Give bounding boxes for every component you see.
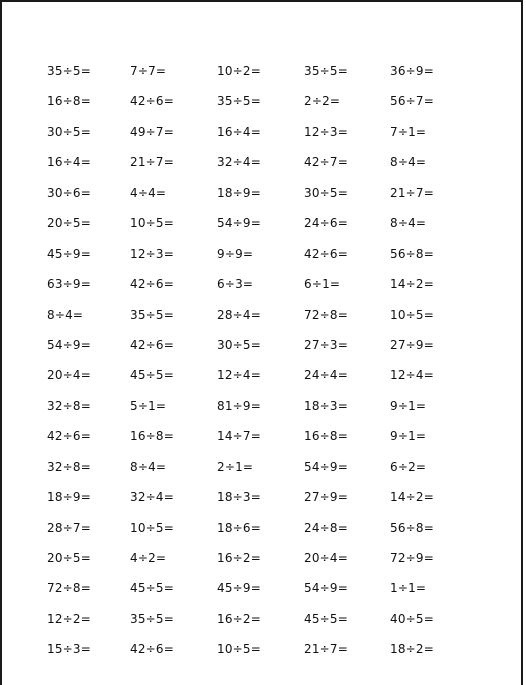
problem-row	[47, 519, 507, 549]
division-problem: 42÷6=	[130, 642, 175, 657]
division-problem: 35÷5=	[304, 64, 349, 78]
division-problem: 18÷6=	[217, 520, 262, 535]
division-problem: 36÷9=	[390, 64, 435, 78]
division-problem: 54÷9=	[47, 337, 92, 352]
division-problem: 20÷5=	[47, 551, 92, 565]
division-problem: 28÷7=	[47, 520, 92, 535]
division-problem: 35÷5=	[47, 64, 92, 78]
division-problem: 5÷1=	[130, 398, 167, 413]
division-problem: 12÷4=	[390, 368, 435, 383]
division-problem: 30÷5=	[47, 124, 92, 139]
division-problem: 45÷5=	[130, 368, 175, 383]
problem-row	[47, 275, 507, 305]
division-problem: 72÷8=	[47, 581, 92, 596]
division-problem: 35÷5=	[130, 307, 175, 322]
division-problem: 6÷1=	[304, 277, 341, 292]
division-problem: 24÷4=	[304, 368, 349, 383]
problem-row	[47, 549, 507, 579]
division-problem: 42÷6=	[130, 337, 175, 352]
division-problem: 12÷2=	[47, 611, 92, 626]
division-problem: 8÷4=	[390, 155, 427, 170]
division-problem: 7÷7=	[130, 64, 167, 78]
division-problem: 16÷2=	[217, 551, 262, 565]
page-border-top	[0, 0, 523, 2]
division-problem: 24÷6=	[304, 216, 349, 231]
division-problem: 16÷8=	[304, 429, 349, 444]
problem-row	[47, 214, 507, 244]
division-problem: 54÷9=	[304, 581, 349, 596]
division-problem: 63÷9=	[47, 277, 92, 292]
division-problem: 72÷9=	[390, 551, 435, 565]
division-problem: 16÷8=	[47, 94, 92, 109]
division-problem: 54÷9=	[217, 216, 262, 231]
problem-row	[47, 92, 507, 122]
problem-row	[47, 336, 507, 366]
division-problem: 18÷2=	[390, 642, 435, 657]
division-problem: 30÷5=	[217, 337, 262, 352]
problem-row	[47, 62, 507, 92]
division-problem: 14÷7=	[217, 429, 262, 444]
division-problem: 42÷7=	[304, 155, 349, 170]
division-problem: 4÷2=	[130, 551, 167, 565]
division-problem: 9÷9=	[217, 246, 254, 261]
division-problem: 72÷8=	[304, 307, 349, 322]
page-border-right	[521, 0, 523, 685]
division-problem: 40÷5=	[390, 611, 435, 626]
division-problem: 15÷3=	[47, 642, 92, 657]
problem-row	[47, 640, 507, 670]
problem-row	[47, 610, 507, 640]
division-problem: 42÷6=	[130, 277, 175, 292]
problem-row	[47, 184, 507, 214]
division-problem: 49÷7=	[130, 124, 175, 139]
division-problem: 16÷2=	[217, 611, 262, 626]
problem-row	[47, 427, 507, 457]
division-problem: 32÷4=	[130, 490, 175, 505]
division-problem: 14÷2=	[390, 277, 435, 292]
division-problem: 4÷4=	[130, 185, 167, 200]
problem-row	[47, 153, 507, 183]
division-problem: 45÷9=	[47, 246, 92, 261]
problem-row	[47, 458, 507, 488]
division-problem: 54÷9=	[304, 459, 349, 474]
problem-row	[47, 366, 507, 396]
division-problem: 56÷8=	[390, 246, 435, 261]
division-problem: 16÷4=	[217, 124, 262, 139]
division-problem: 6÷2=	[390, 459, 427, 474]
division-problem: 8÷4=	[390, 216, 427, 231]
division-problem: 18÷9=	[217, 185, 262, 200]
division-problem: 27÷3=	[304, 337, 349, 352]
division-problem: 10÷5=	[130, 216, 175, 231]
division-problem: 81÷9=	[217, 398, 262, 413]
page-border-left	[0, 0, 2, 685]
division-problems-grid	[47, 62, 507, 671]
division-problem: 56÷7=	[390, 94, 435, 109]
problem-row	[47, 488, 507, 518]
division-problem: 56÷8=	[390, 520, 435, 535]
problem-row	[47, 579, 507, 609]
division-problem: 18÷9=	[47, 490, 92, 505]
division-problem: 27÷9=	[304, 490, 349, 505]
division-problem: 10÷5=	[390, 307, 435, 322]
division-problem: 8÷4=	[130, 459, 167, 474]
division-problem: 27÷9=	[390, 337, 435, 352]
division-problem: 12÷3=	[130, 246, 175, 261]
division-problem: 45÷9=	[217, 581, 262, 596]
division-problem: 10÷2=	[217, 64, 262, 78]
division-problem: 45÷5=	[130, 581, 175, 596]
division-problem: 24÷8=	[304, 520, 349, 535]
division-problem: 42÷6=	[304, 246, 349, 261]
division-problem: 12÷4=	[217, 368, 262, 383]
division-problem: 10÷5=	[130, 520, 175, 535]
division-problem: 8÷4=	[47, 307, 84, 322]
division-problem: 12÷3=	[304, 124, 349, 139]
division-problem: 21÷7=	[390, 185, 435, 200]
division-problem: 35÷5=	[217, 94, 262, 109]
division-problem: 32÷8=	[47, 459, 92, 474]
division-problem: 18÷3=	[217, 490, 262, 505]
division-problem: 7÷1=	[390, 124, 427, 139]
division-problem: 16÷4=	[47, 155, 92, 170]
division-problem: 28÷4=	[217, 307, 262, 322]
division-problem: 2÷2=	[304, 94, 341, 109]
division-problem: 9÷1=	[390, 429, 427, 444]
division-problem: 16÷8=	[130, 429, 175, 444]
division-problem: 2÷1=	[217, 459, 254, 474]
division-problem: 20÷4=	[304, 551, 349, 565]
division-problem: 30÷6=	[47, 185, 92, 200]
division-problem: 20÷5=	[47, 216, 92, 231]
problem-row	[47, 123, 507, 153]
division-problem: 32÷4=	[217, 155, 262, 170]
division-problem: 45÷5=	[304, 611, 349, 626]
division-problem: 42÷6=	[130, 94, 175, 109]
division-problem: 14÷2=	[390, 490, 435, 505]
division-problem: 18÷3=	[304, 398, 349, 413]
division-problem: 42÷6=	[47, 429, 92, 444]
problem-row	[47, 397, 507, 427]
division-problem: 35÷5=	[130, 611, 175, 626]
division-problem: 21÷7=	[304, 642, 349, 657]
division-problem: 9÷1=	[390, 398, 427, 413]
division-problem: 1÷1=	[390, 581, 427, 596]
problem-row	[47, 306, 507, 336]
division-problem: 30÷5=	[304, 185, 349, 200]
problem-row	[47, 245, 507, 275]
division-problem: 10÷5=	[217, 642, 262, 657]
division-problem: 21÷7=	[130, 155, 175, 170]
division-problem: 6÷3=	[217, 277, 254, 292]
division-problem: 32÷8=	[47, 398, 92, 413]
division-problem: 20÷4=	[47, 368, 92, 383]
